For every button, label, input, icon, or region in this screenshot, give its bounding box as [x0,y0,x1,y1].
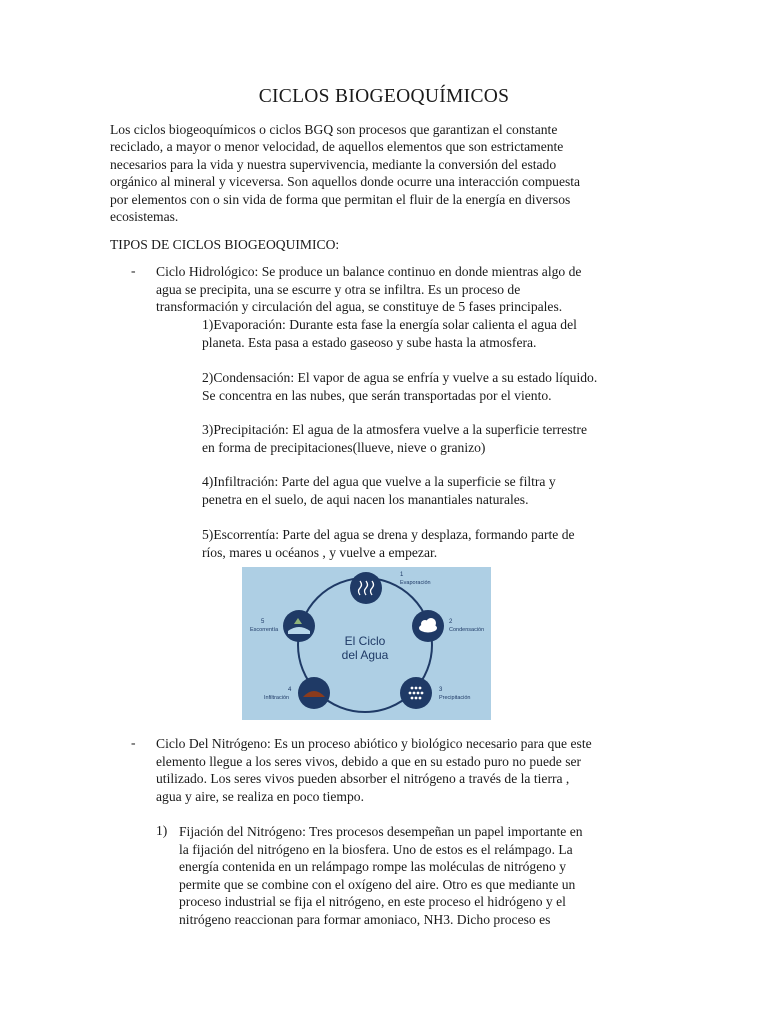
nitrogen-line: elemento llegue a los seres vivos, debido a que en su estado puro no puede ser [156,753,582,769]
step-label: Precipitación [439,695,471,701]
step-circle [400,677,432,709]
phase-line: 4)Infiltración: Parte del agua que vuelve a la superficie se filtra y [202,474,556,489]
water-cycle-svg [242,567,491,720]
phase-line: penetra en el suelo, de aqui nacen los manantiales naturales. [202,491,529,507]
hydro-cycle-paragraph [156,263,676,316]
intro-paragraph [110,121,670,225]
nitrogen-line: utilizado. Los seres vivos pueden absorber el nitrógeno a través de la tierra , [156,771,570,787]
fixation-line: la fijación del nitrógeno en la biosfera. Uno de estos es el relámpago. La [179,841,573,857]
fixation-line: nitrógeno reaccionan para formar amoniaco, NH3. Dicho proceso es [179,911,551,927]
step-number: 2 [449,619,453,625]
phase-runoff [202,526,672,561]
nitrogen-line: Ciclo Del Nitrógeno: Es un proceso abiótico y biológico necesario para que este [156,736,592,751]
phase-line: planeta. Esta pasa a estado gaseoso y sube hasta la atmosfera. [202,334,537,350]
phase-infiltration [202,473,672,508]
fixation-line: energía contenida en un relámpago rompe las moléculas de nitrógeno y [179,859,567,875]
phase-line: 3)Precipitación: El agua de la atmosfera vuelve a la superficie terrestre [202,422,587,437]
step-number: 1 [400,572,404,578]
nitrogen-cycle-paragraph [156,735,676,805]
nitrogen-fixation-paragraph [179,823,679,929]
phase-line: 2)Condensación: El vapor de agua se enfría y vuelve a su estado líquido. [202,370,598,385]
types-heading: TIPOS DE CICLOS BIOGEOQUIMICO: [110,237,340,252]
list-number: 1) [156,823,168,838]
step-evaporation [350,572,431,604]
intro-line: reciclado, a mayor o menor velocidad, de aquellos elementos que son estrictamente [110,139,564,155]
step-condensation [412,610,484,642]
step-number: 5 [261,619,265,625]
phase-line: en forma de precipitaciones(llueve, nieve o granizo) [202,439,486,455]
hydro-line: transformación y circulación del agua, se constituye de 5 fases principales. [156,299,563,315]
step-label: Escorrentía [250,627,279,633]
step-label: Evaporación [400,580,431,586]
step-runoff [250,610,315,642]
phase-line: ríos, mares u océanos , y vuelve a empezar. [202,544,438,560]
diagram-center-subtitle: del Agua [341,648,389,662]
step-number: 4 [288,687,292,693]
water-cycle-diagram [242,567,491,720]
step-label: Infiltración [264,695,290,701]
hydro-line: agua se precipita, una se escurre y otra se infiltra. Es un proceso de [156,281,521,297]
document-title: CICLOS BIOGEOQUÍMICOS [258,86,510,107]
intro-line: Los ciclos biogeoquímicos o ciclos BGQ son procesos que garantizan el constante [110,122,558,137]
phase-evaporation [202,316,672,351]
step-infiltration [264,677,330,709]
hydro-line: Ciclo Hidrológico: Se produce un balance continuo en donde mientras algo de [156,264,582,279]
step-precipitation [400,677,471,709]
diagram-center-title: El Ciclo [344,634,386,648]
fixation-line: Fijación del Nitrógeno: Tres procesos desempeñan un papel importante en [179,824,583,839]
intro-line: por elementos con o sin vida de forma que permitan el fluir de la energía en diversos [110,191,571,207]
intro-line: necesarios para la vida y nuestra supervivencia, mediante la conversión del estado [110,156,557,172]
bullet-dash: - [131,735,136,750]
phase-line: Se concentra en las nubes, que serán transportadas por el viento. [202,387,552,403]
step-number: 3 [439,687,443,693]
phase-precipitation [202,421,672,456]
fixation-line: proceso industrial se fija el nitrógeno, en este proceso el hidrógeno y el [179,894,566,910]
fixation-line: permite que se combine con el oxígeno del aire. Otro es que mediante un [179,876,576,892]
step-circle [283,610,315,642]
intro-line: orgánico al mineral y viceversa. Son aquellos donde ocurre una interacción compuesta [110,174,581,190]
phase-line: 1)Evaporación: Durante esta fase la energía solar calienta el agua del [202,317,577,332]
phase-line: 5)Escorrentía: Parte del agua se drena y desplaza, formando parte de [202,527,575,542]
nitrogen-line: agua y aire, se realiza en poco tiempo. [156,788,364,804]
bullet-dash: - [131,263,136,278]
step-label: Condensación [449,627,485,633]
intro-line: ecosistemas. [110,209,179,225]
phase-condensation [202,369,672,404]
